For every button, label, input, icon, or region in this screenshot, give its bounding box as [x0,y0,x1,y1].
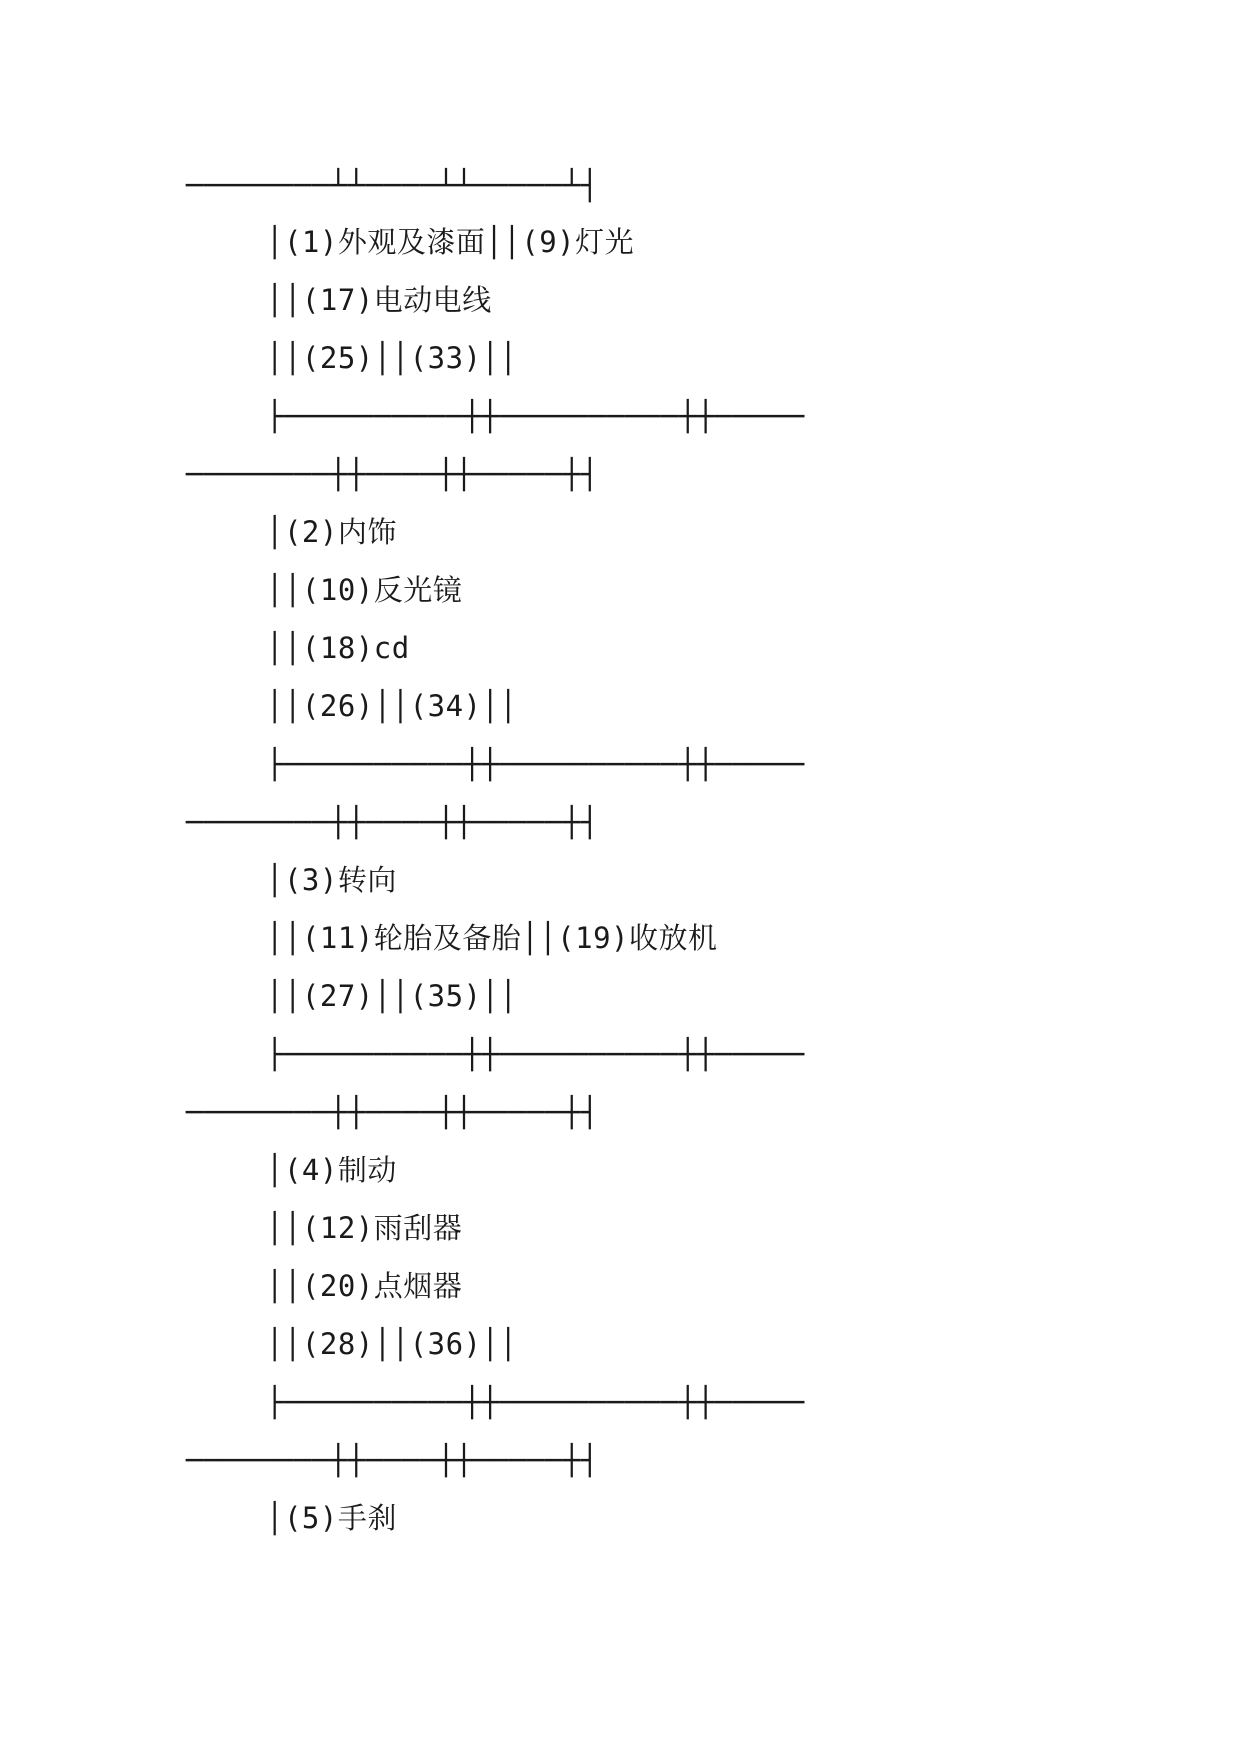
table-border-line: ├──────────┼┼──────────┼┼───── [266,399,805,433]
table-border-line: ────────┴┴────┴┴─────┴┤ [186,168,600,202]
table-border-line: ────────┼┼────┼┼─────┼┤ [186,805,600,839]
table-border-line: ├──────────┼┼──────────┼┼───── [266,747,805,781]
table-row-line: │(4)制动 [266,1153,397,1187]
table-row-line: │(1)外观及漆面││(9)灯光 [266,225,635,259]
table-border-line: ├──────────┼┼──────────┼┼───── [266,1385,805,1419]
table-row-line: ││(25)││(33)││ [266,341,518,375]
table-border-line: ────────┼┼────┼┼─────┼┤ [186,457,600,491]
table-row-line: ││(10)反光镜 [266,573,463,607]
table-row-line: │(3)转向 [266,863,397,897]
table-border-line: ────────┼┼────┼┼─────┼┤ [186,1095,600,1129]
table-row-line: ││(28)││(36)││ [266,1327,518,1361]
table-row-line: │(5)手刹 [266,1501,397,1535]
table-row-line: ││(11)轮胎及备胎││(19)收放机 [266,921,718,955]
table-row-line: ││(17)电动电线 [266,283,492,317]
table-row-line: ││(20)点烟器 [266,1269,463,1303]
table-row-line: ││(12)雨刮器 [266,1211,463,1245]
table-border-line: ├──────────┼┼──────────┼┼───── [266,1037,805,1071]
table-border-line: ────────┼┼────┼┼─────┼┤ [186,1443,600,1477]
table-row-line: ││(18)cd [266,631,410,665]
table-row-line: ││(26)││(34)││ [266,689,518,723]
table-row-line: ││(27)││(35)││ [266,979,518,1013]
table-row-line: │(2)内饰 [266,515,397,549]
